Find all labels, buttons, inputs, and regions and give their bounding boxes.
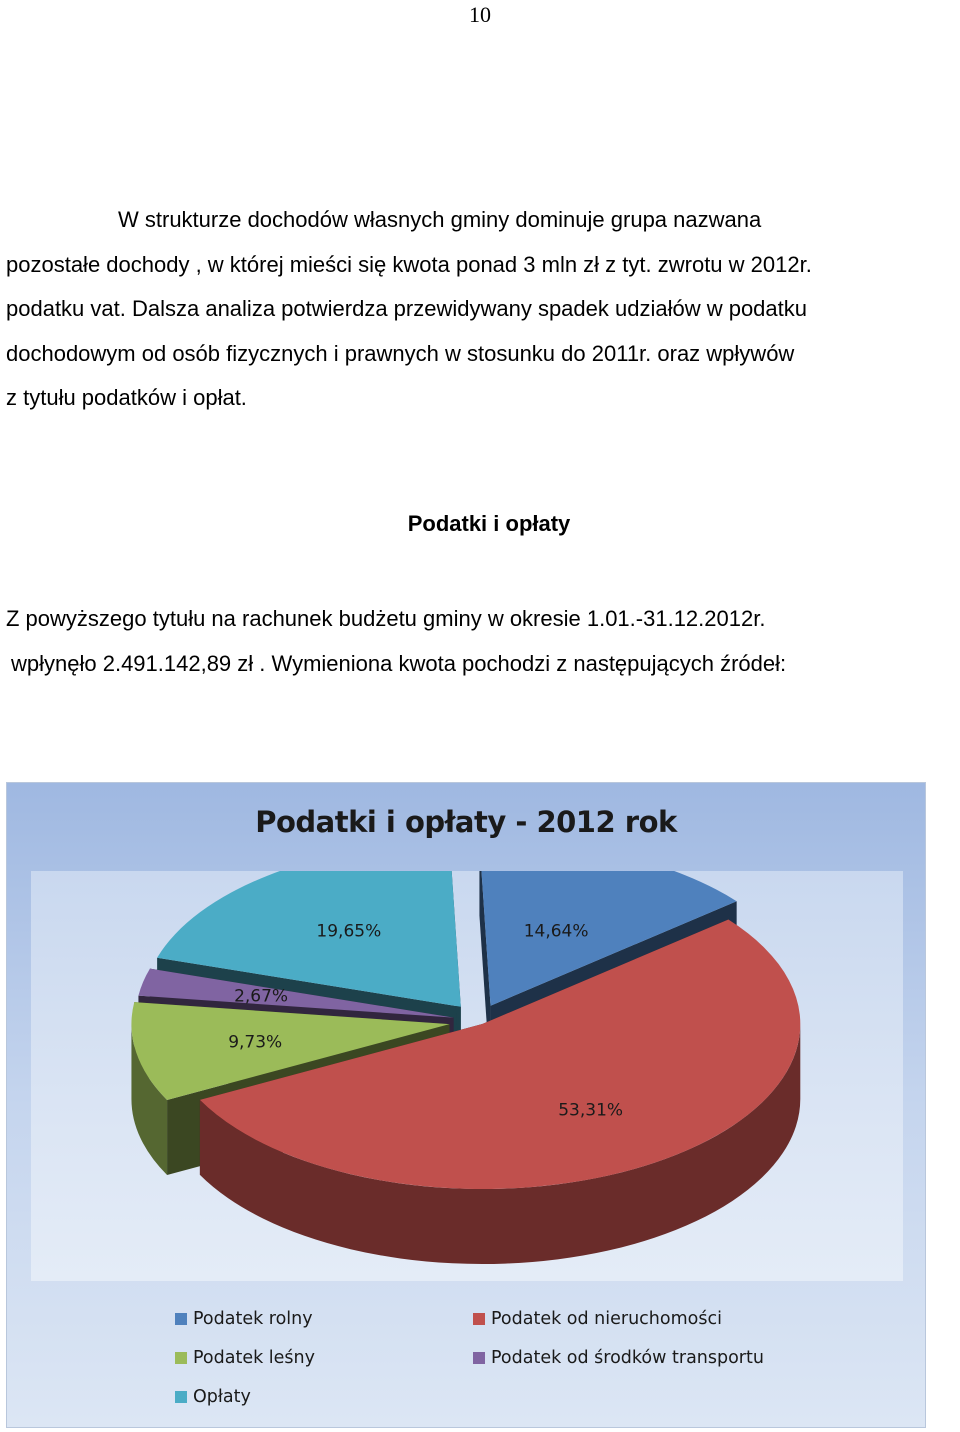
chart-legend xyxy=(175,1309,815,1419)
legend-swatch xyxy=(473,1352,485,1364)
legend-item xyxy=(473,1348,764,1368)
paragraph-line: z tytułu podatków i opłat. xyxy=(6,385,247,410)
paragraph-line: Z powyższego tytułu na rachunek budżetu gminy w okresie 1.01.-31.12.2012r. xyxy=(6,606,766,631)
body-paragraph-revenue xyxy=(6,597,956,686)
plot-area xyxy=(31,871,903,1281)
paragraph-line: W strukturze dochodów własnych gminy dominuje grupa nazwana xyxy=(118,207,762,232)
body-paragraph-structure xyxy=(6,198,956,421)
legend-label: Podatek leśny xyxy=(193,1348,315,1368)
pie-svg xyxy=(31,871,903,1281)
legend-swatch xyxy=(175,1391,187,1403)
legend-label: Opłaty xyxy=(193,1387,251,1407)
data-label: 14,64% xyxy=(523,921,589,942)
legend-item xyxy=(175,1348,315,1368)
page-number: 10 xyxy=(469,2,491,27)
paragraph-line: wpłynęło 2.491.142,89 zł . Wymieniona kwota pochodzi z następujących źródeł: xyxy=(11,650,787,676)
data-label: 19,65% xyxy=(316,921,382,942)
legend-label: Podatek od nieruchomości xyxy=(491,1309,722,1329)
legend-item xyxy=(473,1309,722,1329)
legend-label: Podatek rolny xyxy=(193,1309,313,1329)
legend-label: Podatek od środków transportu xyxy=(491,1348,764,1368)
data-label: 9,73% xyxy=(228,1032,283,1053)
legend-swatch xyxy=(175,1313,187,1325)
pie-chart xyxy=(6,782,926,1428)
legend-swatch xyxy=(175,1352,187,1364)
legend-swatch xyxy=(473,1313,485,1325)
paragraph-line: pozostałe dochody , w której mieści się kwota ponad 3 mln zł z tyt. zwrotu w 2012r. xyxy=(6,251,812,277)
section-heading: Podatki i opłaty xyxy=(407,511,571,536)
legend-item xyxy=(175,1387,251,1407)
paragraph-line: dochodowym od osób fizycznych i prawnych w stosunku do 2011r. oraz wpływów xyxy=(6,340,795,366)
legend-item xyxy=(175,1309,313,1329)
paragraph-line: podatku vat. Dalsza analiza potwierdza przewidywany spadek udziałów w podatku xyxy=(6,296,808,321)
data-label: 2,67% xyxy=(234,986,289,1007)
chart-title: Podatki i opłaty - 2012 rok xyxy=(255,805,677,839)
data-label: 53,31% xyxy=(558,1100,624,1121)
